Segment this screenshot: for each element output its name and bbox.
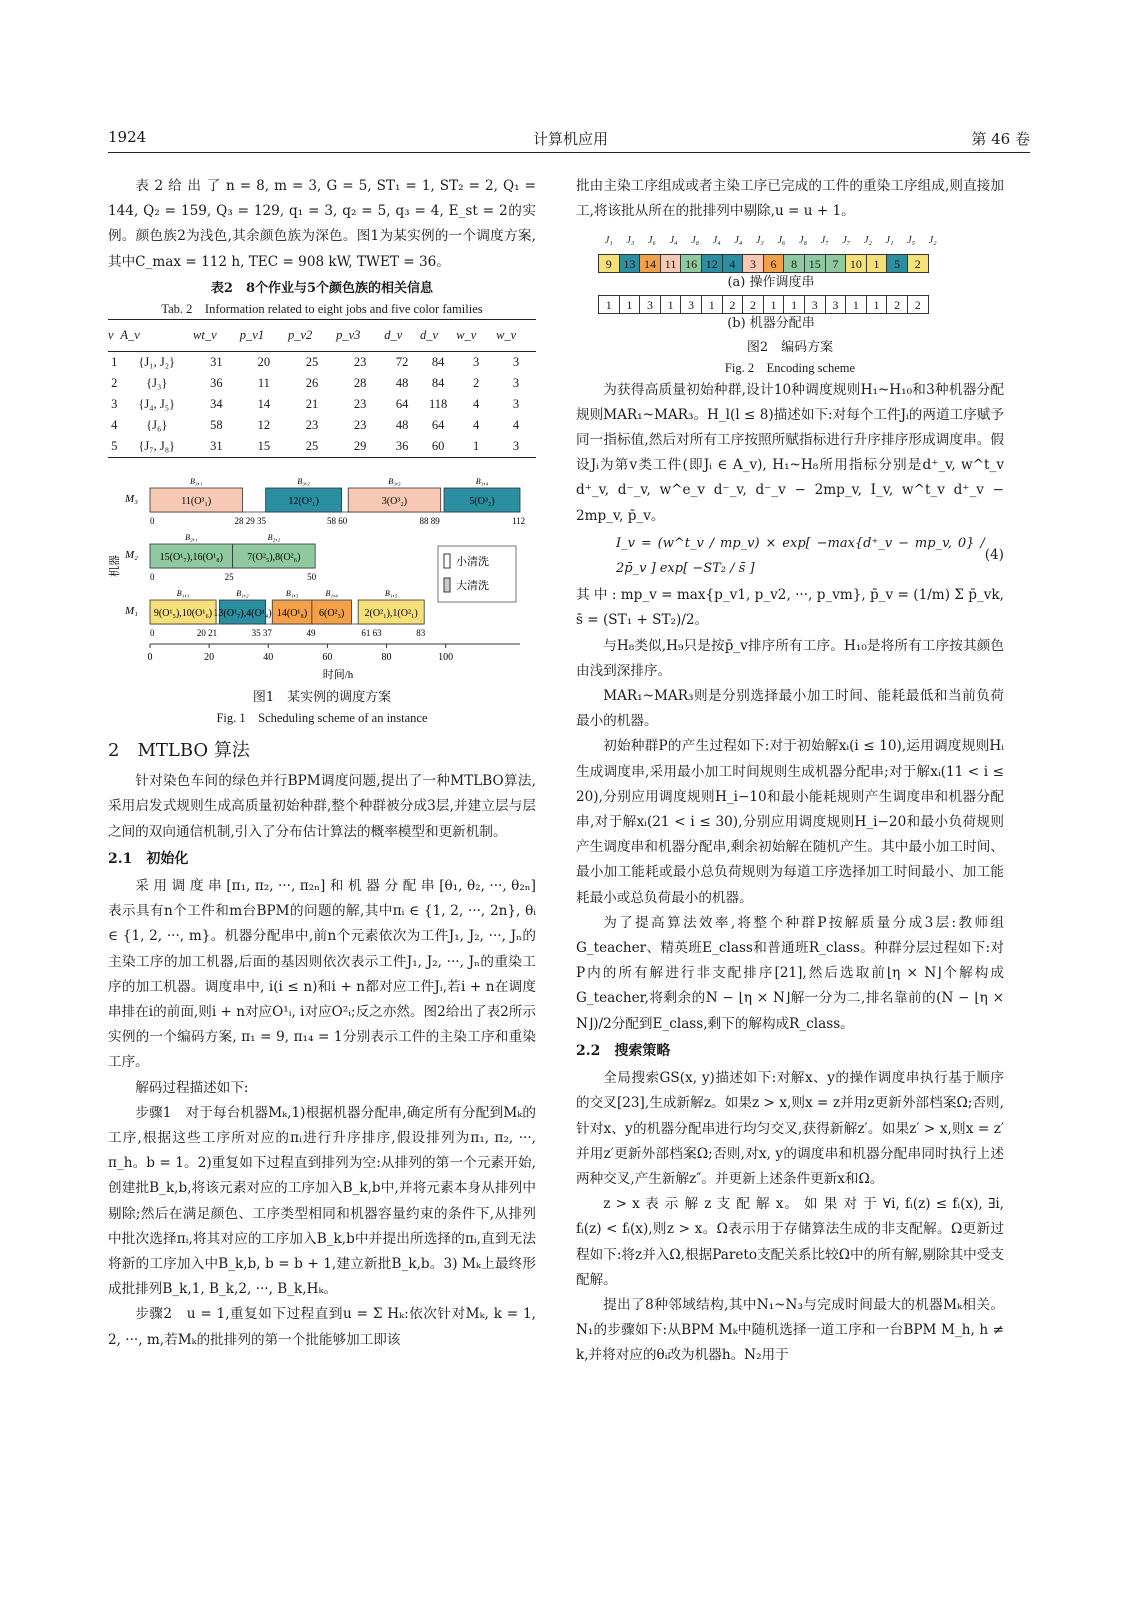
machine-cell: 1 [701,295,723,314]
table2-cell: 31 [210,355,223,370]
x-tick-label: 80 [381,652,392,664]
batch-label: B₁,₅ [384,589,398,599]
table2-cell: 1 [111,355,118,370]
job-label: J₈ [799,235,808,247]
machine-tick-label: 58 60 [327,516,348,527]
machine-label: M₁ [125,605,138,618]
table2-cell: 26 [305,376,319,391]
job-label: J₇ [820,235,829,247]
machine-tick-label: 88 89 [419,516,440,527]
machine-cell: 3 [804,295,826,314]
x-tick-label: 100 [438,652,454,664]
right-column [576,174,1004,1369]
small-wash-icon [444,554,450,568]
right-paragraph-h9: 与H₈类似,H₉只是按p̄_v排序所有工序。H₁₀是将所有工序按其颜色由浅到深排序。 [576,637,1004,679]
machine-tick-label: 35 37 [251,628,272,639]
machine-tick-label: 0 [150,516,155,527]
equation-4 [576,529,1004,583]
sub22-paragraph-2: z > x 表 示 解 z 支 配 解 x。 如 果 对 于 ∀i, fᵢ(z) ≤ fᵢ(x), ∃i, fᵢ(z) < fᵢ(x),则z > x。Ω表示用于存储算法生成的非支配解。Ω更新过程如下:将z并入Ω,根据Pareto支配关系比较Ω中的所有解,剔除其中受支配解。 [576,1196,1004,1288]
table2-row [108,352,536,374]
machine-cell: 1 [763,295,785,314]
table2-cell: 84 [431,355,445,370]
machine-cell: 2 [722,295,744,314]
gantt-bar-label: 9(O¹₅),10(O¹₆) [153,608,213,620]
table2-cell: 2 [111,376,118,391]
fig2-operation-sequence [599,254,1004,273]
table2-cell: 21 [305,397,319,412]
fig2-job-labels [598,228,1004,253]
job-label: J₄ [712,235,721,247]
table2-cell: 72 [395,355,409,370]
machine-tick-label: 49 [306,628,316,639]
table2-cell: {J₁, J₂} [138,355,176,370]
table2-cell: 64 [431,418,445,433]
table2-cell: {J₃} [146,376,168,391]
job-label: J₄ [669,235,678,247]
header-rule [108,152,1030,153]
right-paragraph-layers: 为了提高算法效率,将整个种群P按解质量分成3层:教师组G_teacher、精英班E_class和普通班R_class。种群分层过程如下:对P内的所有解进行非支配排序[21],然后选取前⌊η × N⌋个解构成G_teacher,将剩余的N − ⌊η × N⌋解一分为二,排名靠前的(N − ⌊η × N⌋)/2分配到E_class,剩下的解构成R_class。 [576,914,1004,1032]
fig1-caption-cn: 图1 某实例的调度方案 [252,690,392,706]
table2-cell: 15 [240,436,288,458]
table2-row [108,373,536,394]
table2-cell: 29 [336,436,384,458]
table2-cell: 28 [353,376,367,391]
table2-title-cn: 表2 8个作业与5个颜色族的相关信息 [210,280,434,296]
machine-tick-label: 0 [150,572,155,583]
gantt-bar-label: 14(O¹₈) [276,608,308,620]
x-tick-label: 0 [147,652,153,664]
op-cell: 2 [907,254,929,273]
table2-cell: 23 [305,418,319,433]
table2-cell: 4 [512,418,520,433]
fig1-caption-en: Fig. 1 Scheduling scheme of an instance [216,711,428,726]
job-label: J₁ [885,235,894,247]
sub21-paragraph-3: 步骤1 对于每台机器Mₖ,1)根据机器分配串,确定所有分配到Mₖ的工序,根据这些工序所对应的πᵢ进行升序排序,假设排列为π₁, π₂, ···, π_h。b = 1。2)重复如下过程直到排列为空:从排列的第一个元素开始,创建批B_k,b,将该元素对应的工序加入B_k,b中,并将元素本身从排列中剔除;然后在满足颜色、工序类型相同和机器容量约束的条件下,从排列中批次选择πᵢ,将其对应的工序加入B_k,b中并提出所选择的πᵢ,直到无法将新的工序加入中B_k,b, b = b + 1,建立新批B_k,b。3) Mₖ上最终形成批排列B_k,1, B_k,2, ···, B_k,Hₖ。 [108,1104,536,1298]
table2-cell: 14 [257,397,271,412]
table2-header-0: v [108,319,120,351]
right-paragraph-init: 初始种群P的产生过程如下:对于初始解xᵢ(i ≤ 10),运用调度规则Hᵢ生成调度串,采用最小加工时间规则生成机器分配串;对于解xᵢ(11 < i ≤ 20),分别应用调度规则H_i−10和最小能耗规则产生调度串和机器分配串,对于解xᵢ(21 < i ≤ 30),分别应用调度规则H_i−20和最小负荷规则产生调度串和机器分配串,剩余初始解在随机产生。其中最小加工时间、最小加工能耗或最小总负荷规则为每道工序选择加工时间最小、加工能耗最小或总负荷最小的机器。 [576,738,1004,906]
job-label: J₄ [734,235,743,247]
sub21-paragraph-1: 采 用 调 度 串 [π₁, π₂, ···, π₂ₙ] 和 机 器 分 配 串 [θ₁, θ₂, ···, θ₂ₙ]表示具有n个工件和m台BPM的问题的解,其中πᵢ ∈ {1, 2, ···, 2n}, θᵢ ∈ {1, 2, ···, m}。机器分配串中,前n个元素依次为工件J₁, J₂, ···, Jₙ的主染工序的加工机器,后面的基因则依次表示工件J₁, J₂, ···, Jₙ的重染工序的加工机器。调度串中, i(i ≤ n)和i + n都对应工件Jᵢ,若i + n在调度串排在i的前面,则i + n对应O¹ᵢ, i对应O²ᵢ;反之亦然。图2给出了表2所示实例的一个编码方案, π₁ = 9, π₁₄ = 1分别表示工件的主染工序和重染工序。 [108,878,536,1071]
machine-cell: 1 [660,295,682,314]
machine-tick-label: 25 [224,572,234,583]
machine-tick-label: 50 [307,572,317,583]
x-tick-label: 20 [204,652,215,664]
op-cell: 14 [639,254,661,273]
table2-cell: 11 [257,376,270,391]
table2 [108,319,536,458]
table2-cell: 23 [353,418,367,433]
right-paragraph-rules: 为获得高质量初始种群,设计10种调度规则H₁~H₁₀和3种机器分配规则MAR₁~MAR₃。H_l(l ≤ 8)描述如下:对每个工件Jᵢ的两道工序赋予同一指标值,然后对所有工序按照所赋指标进行升序排序形成调度串。假设Jᵢ为第v类工件(即Jᵢ ∈ A_v), H₁~H₈所用指标分别是d⁺_v, w^t_v d⁺_v, d⁻_v, w^e_v d⁻_v, d⁻_v − 2mp_v, I_v, w^t_v d⁺_v − 2mp_v, p̄_v。 [576,381,1004,524]
job-label: J₁ [604,235,613,247]
table2-cell: 12 [257,418,271,433]
op-cell: 10 [845,254,867,273]
batch-label: B₃,₁ [190,477,203,487]
table2-cell: 3 [473,355,480,370]
table2-cell: 4 [473,397,480,412]
job-label: J₅ [907,235,916,247]
gantt-bar-label: 11(O³₁) [181,496,212,508]
gantt-bar-label: 12(O³₁) [288,496,319,508]
op-cell: 9 [598,254,620,273]
table2-cell: 3 [512,376,520,391]
fig2-machine-sequence [599,295,1004,314]
table2-cell: {J₇, J₈} [120,436,193,458]
machine-cell: 1 [619,295,641,314]
fig2-sub-b: (b) 机器分配串 [727,315,815,331]
subsection21-title: 2.1 初始化 [108,850,189,867]
machine-tick-label: 0 [150,628,155,639]
batch-label: B₃,₂ [297,477,310,487]
table2-cell: 36 [210,376,223,391]
right-top-paragraph: 批由主染工序组成或者主染工序已完成的工件的重染工序组成,则直接加工,将该批从所在的批排列中剔除,u = u + 1。 [576,178,1004,220]
sub21-paragraph-2: 解码过程描述如下: [135,1079,249,1096]
batch-label: B₂,₂ [267,533,281,543]
op-cell: 11 [660,254,682,273]
table2-cell: {J₆} [146,418,168,433]
table2-cell: 25 [305,355,319,370]
fig2-caption-cn: 图2 编码方案 [746,339,834,355]
table2-header-6: d_v [384,319,420,351]
sub22-paragraph-1: 全局搜索GS(x, y)描述如下:对解x、y的操作调度串执行基于顺序的交叉[23],生成新解z。如果z > x,则x = z并用z更新外部档案Ω;否则,针对x、y的机器分配串进行均匀交叉,获得新解z′。如果z′ > x,则x = z′并用z′更新外部档案Ω;否则,对x, y的调度串和机器分配串同时执行上述两种交叉,产生新解z″。并更新上述条件更新x和Ω。 [576,1070,1004,1187]
machine-tick-label: 28 29 35 [234,516,266,527]
gantt-bar-label: 15(O¹₇),16(O¹₈) [159,552,223,564]
table2-header-8: w_v [456,319,496,351]
job-label: J₃ [755,235,764,247]
table2-cell: 60 [420,436,456,458]
table2-cell: 34 [210,397,223,412]
op-cell: 4 [722,254,744,273]
machine-label: M₂ [125,549,138,562]
op-cell: 7 [825,254,847,273]
op-cell: 8 [783,254,805,273]
table2-header-9: w_v [496,319,536,351]
table2-header-3: p_v1 [240,319,288,351]
table2-cell: 36 [384,436,420,458]
sub22-paragraph-3: 提出了8种邻域结构,其中N₁~N₃与完成时间最大的机器Mₖ相关。N₁的步骤如下:从BPM Mₖ中随机选择一道工序和一台BPM M_h, h ≠ k,并将对应的θᵢ改为机器h。N₂用于 [576,1296,1004,1364]
table2-cell: {J₄, J₅} [138,397,176,412]
gantt-bar-label: 6(O²₃) [319,608,345,620]
table2-cell: 25 [288,436,336,458]
legend-small-wash: 小清洗 [456,556,489,569]
table2-cell: 31 [193,436,240,458]
fig2-encoding [598,228,1004,333]
fig2-caption-en: Fig. 2 Encoding scheme [724,360,856,375]
table2-cell: 1 [456,436,496,458]
table2-header-4: p_v2 [288,319,336,351]
table2-header-2: wt_v [193,319,240,351]
equation-4-body: I_v = (w^t_v / mp_v) × exp[ −max{d⁺_v − mp_v, 0} / 2p̄_v ] exp[ −ST₂ / s̄ ] [616,535,985,577]
section2-paragraph: 针对染色车间的绿色并行BPM调度问题,提出了一种MTLBO算法,采用启发式规则生成高质量初始种群,整个种群被分成3层,并建立层与层之间的双向通信机制,引入了分布估计算法的概率模型和更新机制。 [108,773,536,840]
job-label: J₈ [691,235,700,247]
sub21-paragraph-4: 步骤2 u = 1,重复如下过程直到u = Σ Hₖ:依次针对Mₖ, k = 1, 2, ···, m,若Mₖ的批排列的第一个批能够加工即该 [108,1306,536,1348]
gantt-bar-label: 7(O²₅),8(O²₆) [247,552,301,564]
machine-cell: 2 [907,295,929,314]
table2-row [108,436,536,458]
op-cell: 15 [804,254,826,273]
op-cell: 3 [742,254,764,273]
machine-cell: 1 [783,295,805,314]
op-cell: 13 [619,254,641,273]
x-tick-label: 60 [322,652,333,664]
x-tick-label: 40 [263,652,274,664]
batch-label: B₁,₃ [285,589,299,599]
legend-large-wash: 大清洗 [456,580,489,593]
journal-name: 计算机应用 [532,130,608,148]
fig1-ylabel: 机器 [109,555,121,578]
table2-cell: 48 [395,418,409,433]
machine-cell: 3 [825,295,847,314]
machine-cell: 1 [598,295,620,314]
job-label: J₆ [648,235,656,247]
intro-paragraph: 表 2 给 出 了 n = 8, m = 3, G = 5, ST₁ = 1, ST₂ = 2, Q₁ = 144, Q₂ = 159, Q₃ = 129, q₁ = 3, q₂ = 5, q₃ = 4, E_st = 2的实例。颜色族2为浅色,其余颜色族为深色。图1为某实例的一个调度方案,其中C_max = 112 h, TEC = 908 kW, TWET = 36。 [108,178,536,270]
table2-cell: 48 [395,376,409,391]
machine-cell: 1 [866,295,888,314]
job-label: J₇ [842,235,851,247]
job-label: J₂ [863,235,872,247]
table2-header-1: A_v [120,319,193,351]
table2-cell: 5 [108,436,120,458]
table2-cell: 64 [395,397,409,412]
page-number: 1924 [108,128,147,146]
machine-tick-label: 61 63 [361,628,382,639]
machine-cell: 1 [845,295,867,314]
table2-cell: 3 [496,436,536,458]
op-cell: 5 [886,254,908,273]
machine-cell: 3 [680,295,702,314]
machine-cell: 2 [742,295,764,314]
table2-header-7: d_v [420,319,456,351]
table2-cell: 23 [353,397,367,412]
machine-label: M₃ [125,493,138,506]
table2-cell: 84 [431,376,445,391]
gantt-bar-label: 2(O²₁),1(O²₁) [364,608,418,620]
table2-row [108,394,536,415]
table2-cell: 118 [428,397,448,412]
batch-label: B₃,₄ [475,477,489,487]
large-wash-icon [444,578,450,592]
batch-label: B₃,₃ [388,477,401,487]
job-label: J₆ [777,235,786,247]
table2-title-en: Tab. 2 Information related to eight jobs and five color families [161,301,483,316]
op-cell: 1 [866,254,888,273]
equation-4-number: (4) [984,547,1004,564]
table2-cell: 4 [473,418,480,433]
table2-header-5: p_v3 [336,319,384,351]
gantt-bar-label: 5(O³₂) [469,496,495,508]
batch-label: B₁,₁ [176,589,190,599]
table2-cell: 3 [111,397,118,412]
machine-tick-label: 112 [512,516,526,527]
fig1-gantt-chart [108,466,536,688]
table2-cell: 3 [512,355,520,370]
fig1-xlabel: 时间/h [322,669,354,682]
section2-title: 2 MTLBO 算法 [108,740,250,762]
op-cell: 6 [763,254,785,273]
table2-cell: 3 [512,397,520,412]
gantt-bar-label: 13(O¹₇),4(O¹₄) [213,608,272,620]
machine-cell: 2 [886,295,908,314]
volume-label: 第 46 卷 [971,130,1030,148]
table2-row [108,415,536,436]
table2-cell: 23 [353,355,367,370]
job-label: J₂ [928,235,937,247]
table2-cell: 4 [111,418,118,433]
job-label: J₃ [626,235,635,247]
right-paragraph-mar: MAR₁~MAR₃则是分别选择最小加工时间、能耗最低和当前负荷最小的机器。 [576,688,1004,730]
machine-cell: 3 [639,295,661,314]
table2-cell: 2 [473,376,480,391]
left-column [108,174,536,1353]
batch-label: B₁,₂ [236,589,249,599]
batch-label: B₁,₄ [325,589,338,599]
batch-label: B₂,₁ [185,533,198,543]
subsection22-title: 2.2 搜索策略 [576,1042,671,1059]
machine-tick-label: 20 21 [196,628,218,639]
op-cell: 16 [680,254,702,273]
gantt-bar-label: 3(O³₂) [381,496,408,508]
table2-cell: 58 [210,418,223,433]
machine-tick-label: 83 [416,628,426,639]
right-paragraph-where: 其 中 : mp_v = max{p_v1, p_v2, ···, p_vm}, p̄_v = (1/m) Σ p̄_vk, s̄ = (ST₁ + ST₂)/2。 [576,587,1004,629]
fig2-sub-a: (a) 操作调度串 [727,274,815,290]
op-cell: 12 [701,254,723,273]
table2-cell: 20 [257,355,271,370]
